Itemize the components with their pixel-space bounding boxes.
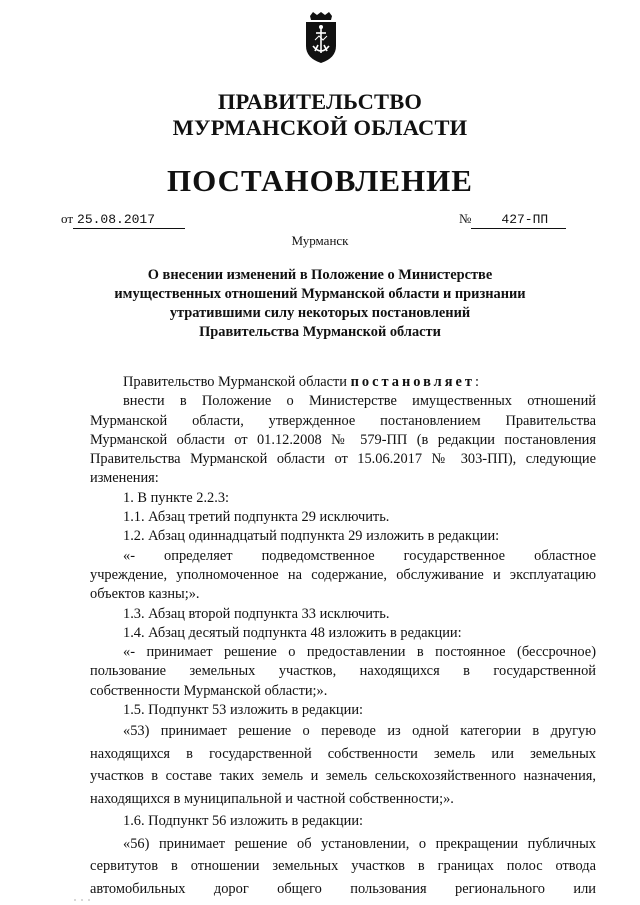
body-line: 1.4. Абзац десятый подпункта 48 изложить в редакции: — [123, 624, 462, 641]
body-line: собственности Мурманской области;». — [90, 682, 328, 699]
document-title — [100, 266, 540, 342]
body-line: «- определяет подведомственное государственное областное — [123, 547, 596, 564]
body-line: находящихся в государственной собственности земель или земельных — [90, 745, 596, 762]
body-line: «56) принимает решение об установлении, о прекращении публичных — [123, 835, 596, 852]
body-line: Правительства Мурманской области от 15.06.2017 № 303-ПП), следующие — [90, 451, 596, 468]
body-line: «- принимает решение о предоставлении в постоянное (бессрочное) — [123, 644, 596, 661]
body-line: 1.6. Подпункт 56 изложить в редакции: — [123, 813, 364, 830]
gov-line-1: ПРАВИТЕЛЬСТВО — [217, 89, 423, 114]
body-line: 1. В пункте 2.2.3: — [123, 489, 230, 506]
body-line: находящихся в муниципальной и частной собственности;». — [90, 790, 454, 807]
body-line: 1.1. Абзац третий подпункта 29 исключить. — [123, 509, 390, 526]
gov-line-2: МУРМАНСКОЙ ОБЛАСТИ — [172, 115, 468, 140]
coat-of-arms-icon — [303, 12, 339, 64]
body-line: «53) принимает решение о переводе из одной категории в другую — [123, 723, 596, 740]
body-line: пользование земельных участков, находящихся в государственной — [90, 663, 596, 680]
number-value: 427-ПП — [471, 212, 566, 229]
body-line: внести в Положение о Министерстве имущественных отношений — [123, 393, 596, 410]
body-line: 1.2. Абзац одиннадцатый подпункта 29 изложить в редакции: — [123, 528, 500, 545]
title-line-1: О внесении изменений в Положение о Министерстве — [147, 267, 493, 283]
document-type: ПОСТАНОВЛЕНИЕ — [167, 163, 473, 198]
body-line: Мурманской области от 01.12.2008 № 579-ПП (в редакции постановления — [90, 431, 596, 448]
body-line: 1.3. Абзац второй подпункта 33 исключить. — [123, 605, 390, 622]
date-field — [61, 211, 185, 229]
body-line: учреждение, уполномоченное на содержание, обслуживание и эксплуатацию — [90, 566, 596, 583]
decree-colon: : — [474, 374, 479, 390]
city-name: Мурманск — [291, 233, 349, 248]
document-body — [90, 373, 596, 900]
date-value: 25.08.2017 — [73, 212, 185, 229]
body-line: участков в составе таких земель и земель сельскохозяйственного назначения, — [90, 768, 596, 785]
number-field — [459, 211, 566, 229]
body-line: 1.5. Подпункт 53 изложить в редакции: — [123, 702, 364, 719]
scan-artifact — [20, 896, 620, 905]
title-line-2: имущественных отношений Мурманской области и признании — [114, 286, 526, 302]
decree-intro — [90, 373, 596, 392]
decree-word: постановляет — [350, 374, 475, 390]
body-line: сервитутов в отношении земельных участков в границах полос отвода — [90, 858, 596, 875]
body-line: объектов казны;». — [90, 586, 200, 603]
body-line: Мурманской области, утвержденное постановлением Правительства — [90, 412, 596, 429]
body-line: изменения: — [90, 470, 159, 487]
number-prefix: № — [459, 211, 472, 226]
date-prefix: от — [61, 211, 74, 226]
title-line-3: утратившими силу некоторых постановлений — [169, 305, 471, 321]
body-line: автомобильных дорог общего пользования регионального или — [90, 880, 596, 897]
intro-text: Правительство Мурманской области — [123, 374, 348, 390]
title-line-4: Правительства Мурманской области — [199, 324, 441, 340]
